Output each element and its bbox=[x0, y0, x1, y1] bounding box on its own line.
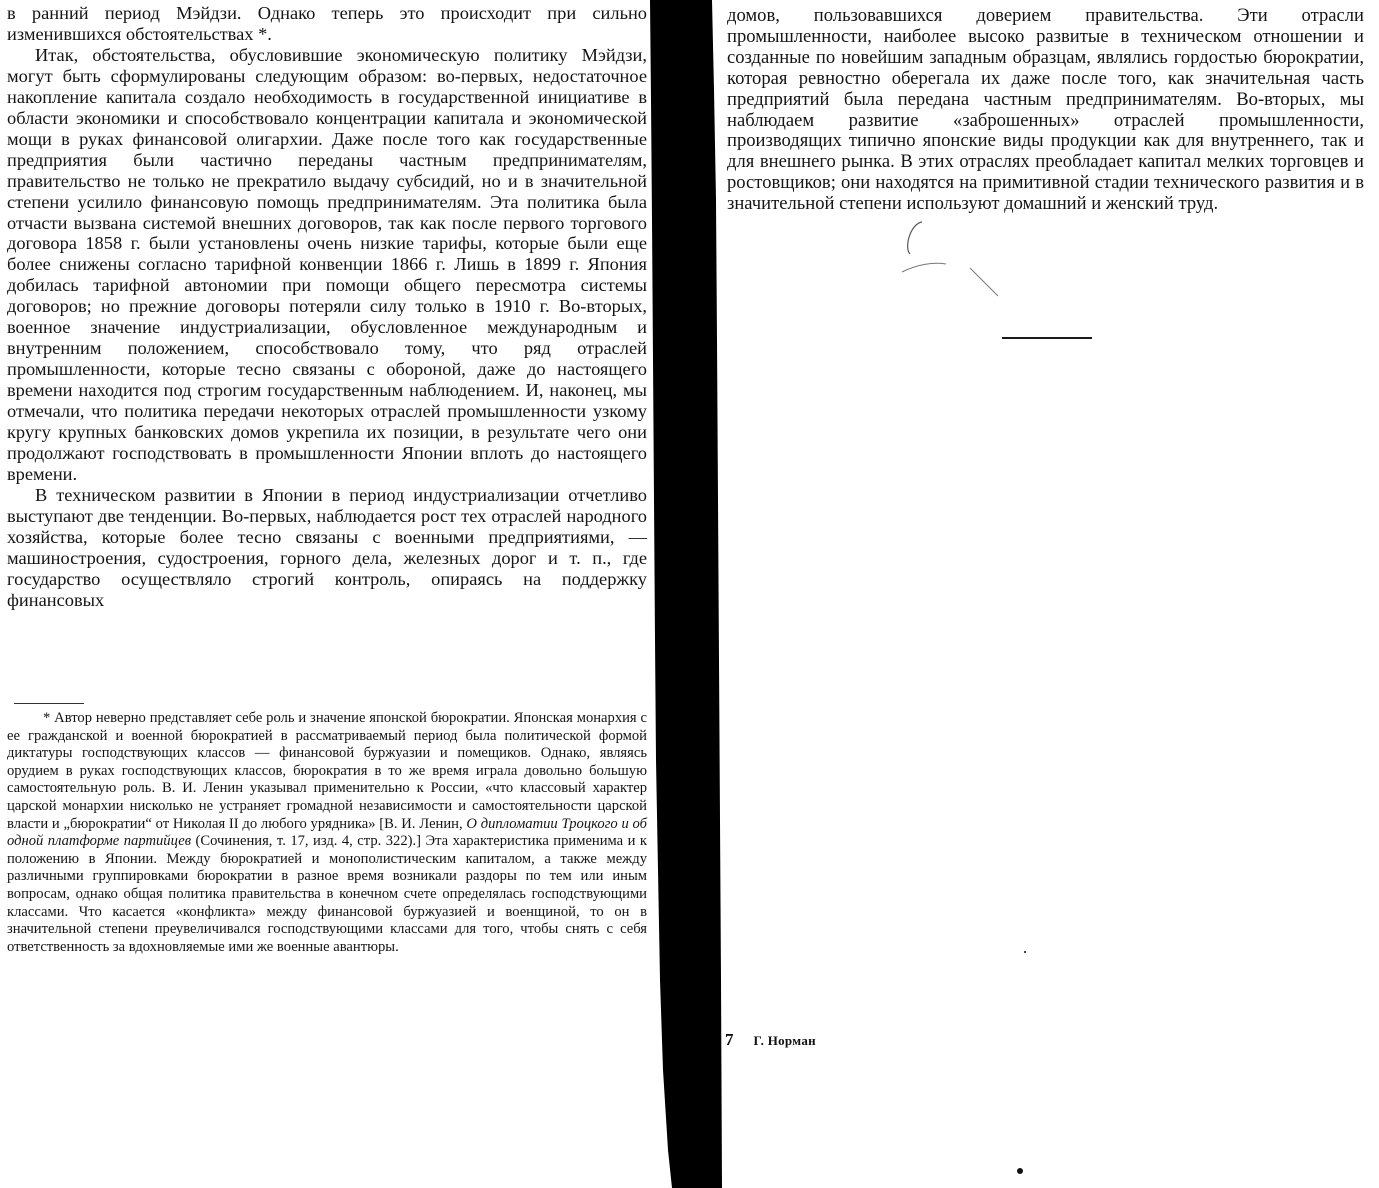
page-number: 7 bbox=[725, 1030, 734, 1049]
pencil-annotation-mark bbox=[900, 220, 1010, 300]
footnote-cited-title: О дипломатии Троцкого и об одной платформе партийцев bbox=[7, 815, 647, 850]
footnote-text-start: * Автор неверно представляет себе роль и значение японской бюрократии. Японская монархия с ее гражданской и военной бюрократией в рассматриваемый период была политической формой диктатуры господствующих классов — финансовой буржуазии и помещиков. Однако, являясь орудием в руках господствующих классов, бюрократия в то же время играла довольно большую самостоятельную роль. В. И. Ленин указывал применительно к России, «что классовый характер царской монархии нисколько не устраняет громадной независимости и самостоятельности царской власти и „бюрократии“ от Николая II до любого урядника» [В. И. Ленин, bbox=[7, 710, 647, 832]
footnote-divider bbox=[14, 703, 84, 704]
page-footer bbox=[725, 1030, 816, 1050]
right-page-text bbox=[727, 6, 1364, 215]
footnote-text-end: (Сочинения, т. 17, изд. 4, стр. 322).] Эта характеристика применима и к положению в Японии. Между бюрократией и монополистическим капиталом, а также между различными группировками бюрократии в разное время возникали раздоры по тем или иным вопросам, однако общая политика правительства в конечном счете определялась господствующими классами. Что касается «конфликта» между финансовой буржуазией и военщиной, то он в значительной степени преувеличивался господствующими классами для того, чтобы снять с себя ответственность за вдохновляемые ими же военные авантюры. bbox=[7, 833, 647, 955]
left-paragraph-3: В техническом развитии в Японии в период индустриализации отчетливо выступают две тенденции. Во-первых, наблюдается рост тех отраслей народного хозяйства, которые более тесно связаны с военными предприятиями, — машиностроения, судостроения, горного дела, железных дорог и т. п., где государство осуществляло строгий контроль, опираясь на поддержку финансовых bbox=[7, 484, 647, 610]
section-end-rule bbox=[1002, 337, 1092, 339]
ink-speck bbox=[1017, 1168, 1023, 1174]
left-paragraph-2: Итак, обстоятельства, обусловившие экономическую политику Мэйдзи, могут быть сформулированы следующим образом: во-первых, недостаточное накопление капитала создало необходимость в государственной инициативе в области экономики и способствовало концентрации капитала и экономической мощи в руках финансовой олигархии. Даже после того как государственные предприятия были частично переданы частным предпринимателям, правительство не только не прекратило выдачу субсидий, но и в значительной степени усилило финансовую помощь предпринимателям. Эта политика была отчасти вызвана системой внешних договоров, так как после первого торгового договора 1858 г. были установлены очень низкие тарифы, которые были еще более снижены согласно тарифной конвенции 1866 г. Лишь в 1899 г. Япония добилась тарифной автономии при помощи общего пересмотра системы договоров; но прежние договоры потеряли силу только в 1910 г. Во-вторых, военное значение индустриализации, обусловленное международным и внутренним положением, способствовало тому, что ряд отраслей промышленности, которые тесно связаны с обороной, даже до настоящего времени находится под строгим государственным наблюдением. И, наконец, мы отмечали, что политика передачи некоторых отраслей промышленности узкому кругу крупных банковских домов укрепила их позиции, в результате чего они продолжают господствовать в промышленности Японии вплоть до настоящего времени. bbox=[7, 44, 647, 484]
ink-speck bbox=[1024, 951, 1026, 953]
right-paragraph-1: домов, пользовавшихся доверием правительства. Эти отрасли промышленности, наиболее высоко развитые в техническом отношении и созданные по новейшим западным образцам, являлись гордостью бюрократии, которая ревностно оберегала их даже после того, как значительная часть предприятий была передана частным предпринимателям. Во-вторых, мы наблюдаем развитие «заброшенных» отраслей промышленности, производящих типично японские виды продукции как для внутреннего, так и для внешнего рынка. В этих отраслях преобладает капитал мелких торговцев и ростовщиков; они находятся на примитивной стадии технического развития и в значительной степени используют домашний и женский труд. bbox=[727, 5, 1364, 215]
footnote bbox=[7, 710, 647, 956]
printer-signature: Г. Норман bbox=[753, 1033, 816, 1048]
left-page-text bbox=[7, 3, 647, 611]
left-paragraph-1: в ранний период Мэйдзи. Однако теперь это происходит при сильно изменившихся обстоятельствах *. bbox=[7, 3, 647, 44]
